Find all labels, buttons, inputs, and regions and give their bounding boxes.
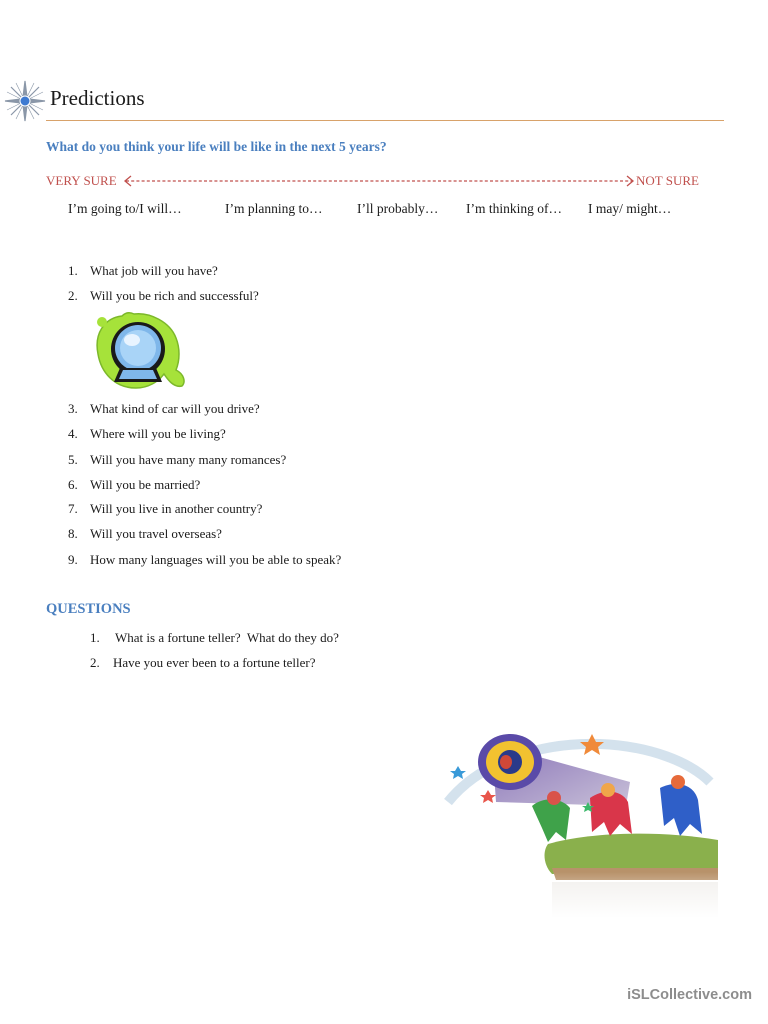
sun-burst-icon [4, 80, 46, 122]
phrase-planning: I’m planning to… [225, 201, 323, 216]
questions-list: 1. What is a fortune teller? What do they do? 2. Have you ever been to a fortune teller? [90, 630, 339, 670]
page-title: Predictions [50, 86, 145, 110]
prediction-list: 1. What job will you have? 2. Will you be rich and successful? 3. What kind of car will you drive? 4. Where will you be living? 5. Will you have many many romances? 6. Will you be married? 7. Will you live in another country? 8. Will you travel overseas? 9. How many languages will you be able to speak? [68, 263, 342, 567]
questions-heading: QUESTIONS [46, 601, 131, 617]
phrase-may-might: I may/ might… [588, 201, 672, 216]
telescope-illustration [440, 722, 722, 918]
subtitle: What do you think your life will be like in the next 5 years? [46, 139, 387, 154]
watermark: iSLCollective.com [627, 987, 752, 1003]
phrase-very-sure: I’m going to/I will… [68, 201, 182, 216]
phrase-thinking: I’m thinking of… [466, 201, 562, 216]
phrase-probably: I’ll probably… [357, 201, 439, 216]
scale-left-label: VERY SURE [46, 173, 117, 188]
scale-right-label: NOT SURE [636, 173, 699, 188]
